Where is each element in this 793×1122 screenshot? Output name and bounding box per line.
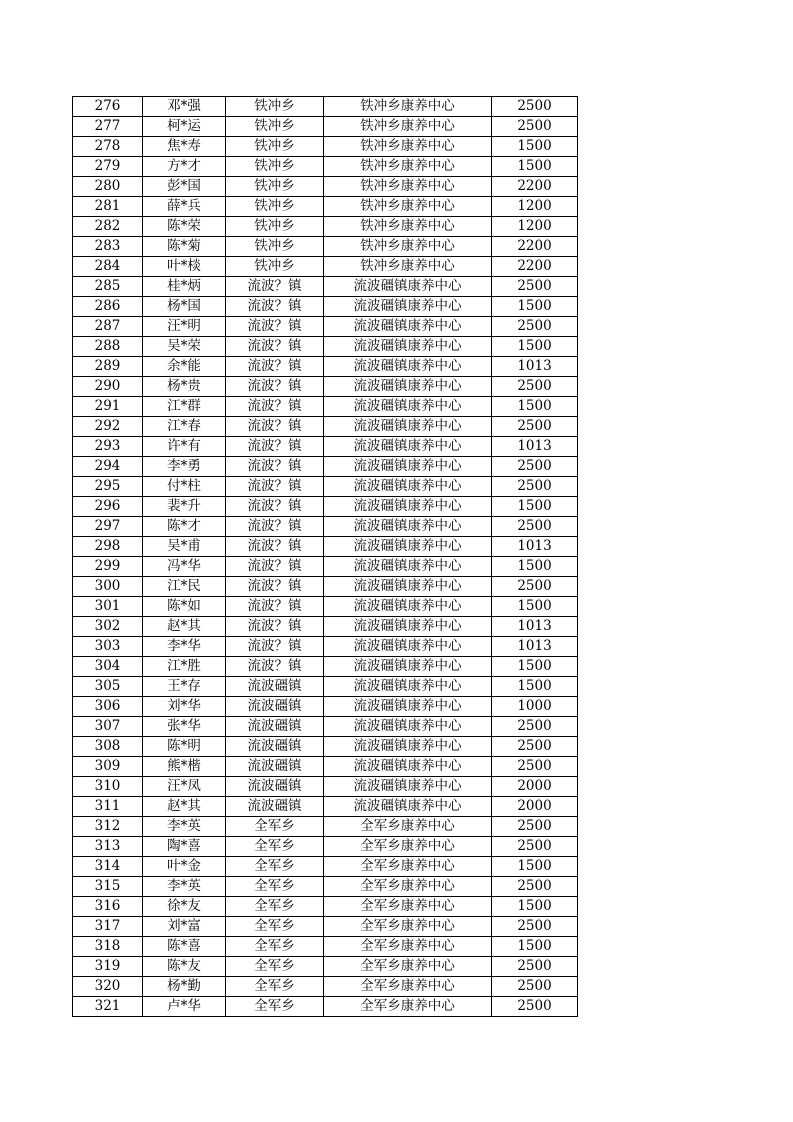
amount-cell: 1013 <box>492 357 578 377</box>
township-cell: 流波？镇 <box>226 497 324 517</box>
row-number-cell: 315 <box>73 877 143 897</box>
row-number-cell: 312 <box>73 817 143 837</box>
township-cell: 流波？镇 <box>226 577 324 597</box>
name-cell: 陈*明 <box>143 737 226 757</box>
table-row <box>73 817 578 837</box>
amount-cell: 1500 <box>492 557 578 577</box>
township-cell: 流波？镇 <box>226 377 324 397</box>
name-cell: 江*春 <box>143 417 226 437</box>
amount-cell: 1013 <box>492 637 578 657</box>
table-row <box>73 157 578 177</box>
care-center-cell: 铁冲乡康养中心 <box>324 197 492 217</box>
row-number-cell: 317 <box>73 917 143 937</box>
row-number-cell: 311 <box>73 797 143 817</box>
amount-cell: 2500 <box>492 457 578 477</box>
township-cell: 流波？镇 <box>226 277 324 297</box>
table-row <box>73 437 578 457</box>
amount-cell: 1500 <box>492 897 578 917</box>
name-cell: 叶*棪 <box>143 257 226 277</box>
name-cell: 江*民 <box>143 577 226 597</box>
name-cell: 吴*荣 <box>143 337 226 357</box>
township-cell: 铁冲乡 <box>226 137 324 157</box>
amount-cell: 1500 <box>492 137 578 157</box>
care-center-cell: 流波礓镇康养中心 <box>324 277 492 297</box>
amount-cell: 1500 <box>492 657 578 677</box>
name-cell: 李*英 <box>143 877 226 897</box>
table-row <box>73 197 578 217</box>
name-cell: 汪*凤 <box>143 777 226 797</box>
table-row <box>73 237 578 257</box>
name-cell: 刘*华 <box>143 697 226 717</box>
name-cell: 陈*荣 <box>143 217 226 237</box>
amount-cell: 2500 <box>492 97 578 117</box>
amount-cell: 1500 <box>492 337 578 357</box>
amount-cell: 2500 <box>492 737 578 757</box>
care-center-cell: 流波礓镇康养中心 <box>324 457 492 477</box>
data-table <box>72 96 578 1017</box>
name-cell: 陈*如 <box>143 597 226 617</box>
row-number-cell: 292 <box>73 417 143 437</box>
care-center-cell: 流波礓镇康养中心 <box>324 397 492 417</box>
township-cell: 铁冲乡 <box>226 197 324 217</box>
township-cell: 全军乡 <box>226 877 324 897</box>
amount-cell: 2200 <box>492 237 578 257</box>
table-row <box>73 97 578 117</box>
table-row <box>73 217 578 237</box>
amount-cell: 2500 <box>492 997 578 1017</box>
row-number-cell: 306 <box>73 697 143 717</box>
name-cell: 薛*兵 <box>143 197 226 217</box>
name-cell: 杨*贵 <box>143 377 226 397</box>
amount-cell: 2200 <box>492 257 578 277</box>
care-center-cell: 铁冲乡康养中心 <box>324 137 492 157</box>
care-center-cell: 流波礓镇康养中心 <box>324 717 492 737</box>
row-number-cell: 298 <box>73 537 143 557</box>
table-row <box>73 797 578 817</box>
care-center-cell: 铁冲乡康养中心 <box>324 97 492 117</box>
amount-cell: 1500 <box>492 297 578 317</box>
table-row <box>73 397 578 417</box>
row-number-cell: 294 <box>73 457 143 477</box>
township-cell: 全军乡 <box>226 917 324 937</box>
township-cell: 全军乡 <box>226 997 324 1017</box>
row-number-cell: 286 <box>73 297 143 317</box>
care-center-cell: 铁冲乡康养中心 <box>324 157 492 177</box>
row-number-cell: 290 <box>73 377 143 397</box>
amount-cell: 1013 <box>492 617 578 637</box>
care-center-cell: 流波礓镇康养中心 <box>324 557 492 577</box>
care-center-cell: 流波礓镇康养中心 <box>324 677 492 697</box>
care-center-cell: 流波礓镇康养中心 <box>324 617 492 637</box>
table-row <box>73 317 578 337</box>
table-row <box>73 677 578 697</box>
amount-cell: 2500 <box>492 277 578 297</box>
row-number-cell: 301 <box>73 597 143 617</box>
name-cell: 张*华 <box>143 717 226 737</box>
amount-cell: 2500 <box>492 757 578 777</box>
table-row <box>73 477 578 497</box>
table-row <box>73 577 578 597</box>
township-cell: 流波礓镇 <box>226 737 324 757</box>
table-row <box>73 937 578 957</box>
township-cell: 流波？镇 <box>226 457 324 477</box>
care-center-cell: 流波礓镇康养中心 <box>324 577 492 597</box>
amount-cell: 2500 <box>492 977 578 997</box>
amount-cell: 1500 <box>492 677 578 697</box>
township-cell: 流波？镇 <box>226 517 324 537</box>
row-number-cell: 307 <box>73 717 143 737</box>
row-number-cell: 299 <box>73 557 143 577</box>
township-cell: 流波？镇 <box>226 337 324 357</box>
table-row <box>73 357 578 377</box>
township-cell: 流波？镇 <box>226 297 324 317</box>
township-cell: 流波礓镇 <box>226 717 324 737</box>
table-row <box>73 877 578 897</box>
row-number-cell: 279 <box>73 157 143 177</box>
amount-cell: 1500 <box>492 597 578 617</box>
table-row <box>73 617 578 637</box>
care-center-cell: 流波礓镇康养中心 <box>324 317 492 337</box>
row-number-cell: 316 <box>73 897 143 917</box>
amount-cell: 1000 <box>492 697 578 717</box>
row-number-cell: 291 <box>73 397 143 417</box>
amount-cell: 1200 <box>492 217 578 237</box>
row-number-cell: 276 <box>73 97 143 117</box>
name-cell: 邓*强 <box>143 97 226 117</box>
amount-cell: 2500 <box>492 957 578 977</box>
township-cell: 流波？镇 <box>226 617 324 637</box>
table-row <box>73 417 578 437</box>
table-row <box>73 637 578 657</box>
township-cell: 全军乡 <box>226 857 324 877</box>
table-row <box>73 917 578 937</box>
amount-cell: 2500 <box>492 517 578 537</box>
amount-cell: 1500 <box>492 397 578 417</box>
township-cell: 全军乡 <box>226 937 324 957</box>
table-row <box>73 997 578 1017</box>
table-row <box>73 777 578 797</box>
amount-cell: 2500 <box>492 577 578 597</box>
row-number-cell: 283 <box>73 237 143 257</box>
name-cell: 刘*富 <box>143 917 226 937</box>
row-number-cell: 305 <box>73 677 143 697</box>
care-center-cell: 流波礓镇康养中心 <box>324 437 492 457</box>
township-cell: 流波？镇 <box>226 537 324 557</box>
row-number-cell: 281 <box>73 197 143 217</box>
township-cell: 流波？镇 <box>226 597 324 617</box>
amount-cell: 1200 <box>492 197 578 217</box>
care-center-cell: 全军乡康养中心 <box>324 997 492 1017</box>
amount-cell: 2500 <box>492 377 578 397</box>
name-cell: 柯*运 <box>143 117 226 137</box>
care-center-cell: 流波礓镇康养中心 <box>324 637 492 657</box>
amount-cell: 2500 <box>492 917 578 937</box>
township-cell: 流波？镇 <box>226 417 324 437</box>
row-number-cell: 309 <box>73 757 143 777</box>
care-center-cell: 全军乡康养中心 <box>324 857 492 877</box>
township-cell: 铁冲乡 <box>226 177 324 197</box>
amount-cell: 2500 <box>492 317 578 337</box>
township-cell: 全军乡 <box>226 977 324 997</box>
township-cell: 流波？镇 <box>226 477 324 497</box>
amount-cell: 1500 <box>492 937 578 957</box>
amount-cell: 2000 <box>492 777 578 797</box>
name-cell: 吴*甫 <box>143 537 226 557</box>
table-row <box>73 957 578 977</box>
row-number-cell: 289 <box>73 357 143 377</box>
name-cell: 李*英 <box>143 817 226 837</box>
table-row <box>73 517 578 537</box>
row-number-cell: 296 <box>73 497 143 517</box>
amount-cell: 1500 <box>492 157 578 177</box>
table-row <box>73 717 578 737</box>
care-center-cell: 流波礓镇康养中心 <box>324 377 492 397</box>
care-center-cell: 流波礓镇康养中心 <box>324 357 492 377</box>
table-row <box>73 557 578 577</box>
row-number-cell: 277 <box>73 117 143 137</box>
care-center-cell: 流波礓镇康养中心 <box>324 297 492 317</box>
care-center-cell: 铁冲乡康养中心 <box>324 217 492 237</box>
table-row <box>73 697 578 717</box>
care-center-cell: 全军乡康养中心 <box>324 917 492 937</box>
amount-cell: 1500 <box>492 857 578 877</box>
township-cell: 铁冲乡 <box>226 237 324 257</box>
table-row <box>73 597 578 617</box>
township-cell: 流波？镇 <box>226 317 324 337</box>
row-number-cell: 319 <box>73 957 143 977</box>
table-row <box>73 837 578 857</box>
care-center-cell: 全军乡康养中心 <box>324 877 492 897</box>
table-row <box>73 277 578 297</box>
township-cell: 全军乡 <box>226 957 324 977</box>
table-row <box>73 377 578 397</box>
name-cell: 方*才 <box>143 157 226 177</box>
township-cell: 流波礓镇 <box>226 677 324 697</box>
amount-cell: 2000 <box>492 797 578 817</box>
table-row <box>73 757 578 777</box>
township-cell: 流波礓镇 <box>226 797 324 817</box>
amount-cell: 2500 <box>492 877 578 897</box>
care-center-cell: 全军乡康养中心 <box>324 977 492 997</box>
care-center-cell: 流波礓镇康养中心 <box>324 417 492 437</box>
care-center-cell: 流波礓镇康养中心 <box>324 737 492 757</box>
care-center-cell: 全军乡康养中心 <box>324 817 492 837</box>
row-number-cell: 308 <box>73 737 143 757</box>
township-cell: 流波礓镇 <box>226 757 324 777</box>
name-cell: 汪*明 <box>143 317 226 337</box>
name-cell: 陈*才 <box>143 517 226 537</box>
care-center-cell: 全军乡康养中心 <box>324 897 492 917</box>
table-row <box>73 657 578 677</box>
care-center-cell: 流波礓镇康养中心 <box>324 797 492 817</box>
township-cell: 流波？镇 <box>226 657 324 677</box>
name-cell: 徐*友 <box>143 897 226 917</box>
name-cell: 江*群 <box>143 397 226 417</box>
township-cell: 流波？镇 <box>226 557 324 577</box>
row-number-cell: 295 <box>73 477 143 497</box>
name-cell: 付*柱 <box>143 477 226 497</box>
row-number-cell: 310 <box>73 777 143 797</box>
township-cell: 铁冲乡 <box>226 117 324 137</box>
township-cell: 流波礓镇 <box>226 777 324 797</box>
row-number-cell: 278 <box>73 137 143 157</box>
care-center-cell: 全军乡康养中心 <box>324 957 492 977</box>
table-row <box>73 297 578 317</box>
township-cell: 铁冲乡 <box>226 257 324 277</box>
table-row <box>73 117 578 137</box>
row-number-cell: 314 <box>73 857 143 877</box>
amount-cell: 2500 <box>492 717 578 737</box>
row-number-cell: 293 <box>73 437 143 457</box>
care-center-cell: 流波礓镇康养中心 <box>324 597 492 617</box>
name-cell: 赵*其 <box>143 797 226 817</box>
row-number-cell: 297 <box>73 517 143 537</box>
care-center-cell: 流波礓镇康养中心 <box>324 757 492 777</box>
amount-cell: 2500 <box>492 117 578 137</box>
table-row <box>73 257 578 277</box>
table-row <box>73 537 578 557</box>
name-cell: 许*有 <box>143 437 226 457</box>
name-cell: 熊*楷 <box>143 757 226 777</box>
row-number-cell: 302 <box>73 617 143 637</box>
name-cell: 叶*金 <box>143 857 226 877</box>
care-center-cell: 流波礓镇康养中心 <box>324 337 492 357</box>
name-cell: 桂*炳 <box>143 277 226 297</box>
township-cell: 铁冲乡 <box>226 217 324 237</box>
care-center-cell: 铁冲乡康养中心 <box>324 177 492 197</box>
table-row <box>73 177 578 197</box>
name-cell: 裴*升 <box>143 497 226 517</box>
row-number-cell: 287 <box>73 317 143 337</box>
township-cell: 全军乡 <box>226 817 324 837</box>
row-number-cell: 313 <box>73 837 143 857</box>
amount-cell: 1013 <box>492 537 578 557</box>
table-row <box>73 737 578 757</box>
township-cell: 全军乡 <box>226 837 324 857</box>
amount-cell: 2200 <box>492 177 578 197</box>
row-number-cell: 318 <box>73 937 143 957</box>
name-cell: 陈*喜 <box>143 937 226 957</box>
amount-cell: 1500 <box>492 497 578 517</box>
township-cell: 流波？镇 <box>226 637 324 657</box>
name-cell: 杨*勤 <box>143 977 226 997</box>
row-number-cell: 282 <box>73 217 143 237</box>
care-center-cell: 铁冲乡康养中心 <box>324 237 492 257</box>
row-number-cell: 280 <box>73 177 143 197</box>
name-cell: 陈*菊 <box>143 237 226 257</box>
row-number-cell: 285 <box>73 277 143 297</box>
name-cell: 卢*华 <box>143 997 226 1017</box>
township-cell: 铁冲乡 <box>226 97 324 117</box>
care-center-cell: 流波礓镇康养中心 <box>324 697 492 717</box>
name-cell: 彭*国 <box>143 177 226 197</box>
care-center-cell: 流波礓镇康养中心 <box>324 517 492 537</box>
township-cell: 铁冲乡 <box>226 157 324 177</box>
table-row <box>73 457 578 477</box>
table-row <box>73 897 578 917</box>
name-cell: 赵*其 <box>143 617 226 637</box>
township-cell: 流波？镇 <box>226 437 324 457</box>
row-number-cell: 300 <box>73 577 143 597</box>
township-cell: 流波？镇 <box>226 397 324 417</box>
row-number-cell: 303 <box>73 637 143 657</box>
row-number-cell: 321 <box>73 997 143 1017</box>
care-center-cell: 流波礓镇康养中心 <box>324 657 492 677</box>
name-cell: 冯*华 <box>143 557 226 577</box>
name-cell: 杨*国 <box>143 297 226 317</box>
table-row <box>73 857 578 877</box>
township-cell: 流波礓镇 <box>226 697 324 717</box>
table-row <box>73 497 578 517</box>
row-number-cell: 320 <box>73 977 143 997</box>
township-cell: 全军乡 <box>226 897 324 917</box>
care-center-cell: 流波礓镇康养中心 <box>324 777 492 797</box>
amount-cell: 1013 <box>492 437 578 457</box>
row-number-cell: 288 <box>73 337 143 357</box>
table-body <box>73 97 578 1017</box>
name-cell: 焦*寿 <box>143 137 226 157</box>
amount-cell: 2500 <box>492 477 578 497</box>
care-center-cell: 全军乡康养中心 <box>324 937 492 957</box>
care-center-cell: 流波礓镇康养中心 <box>324 477 492 497</box>
care-center-cell: 全军乡康养中心 <box>324 837 492 857</box>
name-cell: 余*能 <box>143 357 226 377</box>
table-row <box>73 137 578 157</box>
table-row <box>73 337 578 357</box>
care-center-cell: 流波礓镇康养中心 <box>324 537 492 557</box>
name-cell: 陶*喜 <box>143 837 226 857</box>
amount-cell: 2500 <box>492 817 578 837</box>
name-cell: 李*勇 <box>143 457 226 477</box>
care-center-cell: 铁冲乡康养中心 <box>324 117 492 137</box>
name-cell: 李*华 <box>143 637 226 657</box>
care-center-cell: 铁冲乡康养中心 <box>324 257 492 277</box>
name-cell: 陈*友 <box>143 957 226 977</box>
amount-cell: 2500 <box>492 837 578 857</box>
row-number-cell: 284 <box>73 257 143 277</box>
row-number-cell: 304 <box>73 657 143 677</box>
name-cell: 江*胜 <box>143 657 226 677</box>
amount-cell: 2500 <box>492 417 578 437</box>
township-cell: 流波？镇 <box>226 357 324 377</box>
table-row <box>73 977 578 997</box>
name-cell: 王*存 <box>143 677 226 697</box>
care-center-cell: 流波礓镇康养中心 <box>324 497 492 517</box>
